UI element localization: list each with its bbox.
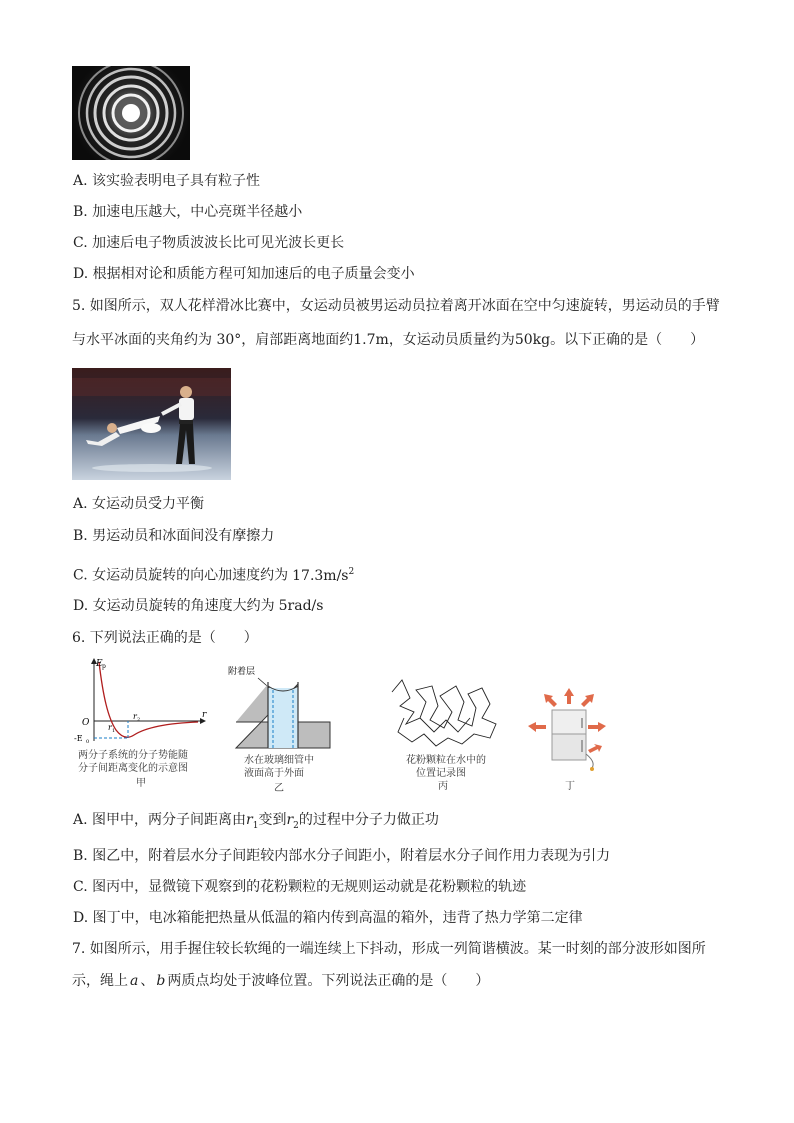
jia-caption-line2: 分子间距离变化的示意图 (78, 763, 188, 774)
capillary-tube-diagram (228, 662, 340, 754)
q6-option-a-r1-sub: 1 (252, 820, 259, 831)
q5-mass-value: 50kg (514, 332, 551, 348)
q6-stem: 6. 下列说法正确的是（ ） (72, 630, 258, 646)
q6-option-a-text: A. 图甲中，两分子间距离由 (73, 812, 247, 828)
q5-height-value: 1.7m (353, 332, 389, 348)
q5-option-c-exponent: 2 (348, 567, 355, 577)
q5-option-c-text: C. 女运动员旋转的向心加速度约为 (73, 567, 289, 584)
yi-caption-line1: 水在玻璃细管中 (244, 755, 314, 766)
figure-ding (522, 684, 612, 794)
q4-option-c: C. 加速后电子物质波波长比可见光波长更长 (73, 235, 345, 251)
figure-bing (386, 672, 506, 794)
bing-label: 丙 (438, 781, 448, 792)
jia-label: 甲 (136, 778, 146, 789)
figure-jia (72, 656, 212, 796)
q5-option-d (73, 596, 323, 616)
q5-question-text: 。以下正确的是（ ） (550, 332, 705, 348)
q6-option-a-r2: r (286, 812, 294, 828)
brownian-motion-track (386, 672, 506, 754)
q5-mass-text: ，女运动员质量约为 (388, 332, 515, 348)
jia-r2-label: r (133, 712, 137, 721)
ding-label: 丁 (565, 781, 575, 792)
bing-caption-line2: 位置记录图 (416, 768, 466, 779)
q6-option-b: B. 图乙中，附着层水分子间距较内部水分子间距小，附着层水分子间作用力表现为引力 (73, 848, 611, 864)
q5-option-c-value: 17.3m/s (292, 567, 349, 584)
jia-e0-sub: 0 (86, 739, 90, 745)
electron-diffraction-image (72, 66, 190, 160)
jia-axis-x-label: r (202, 710, 207, 720)
q5-option-b: B. 男运动员和冰面间没有摩擦力 (73, 528, 275, 544)
q6-option-a-r1: r (246, 812, 253, 828)
q7-stem-text-b: 两质点均处于波峰位置。下列说法正确的是（ ） (167, 973, 490, 989)
q7-stem-text-a: 示，绳上 (72, 973, 128, 989)
yi-layer-label: 附着层 (228, 667, 256, 677)
q6-option-c: C. 图丙中，显微镜下观察到的花粉颗粒的无规则运动就是花粉颗粒的轨迹 (73, 879, 527, 895)
q6-option-a-r2-sub: 2 (293, 820, 299, 831)
yi-label: 乙 (274, 783, 284, 794)
jia-caption-line1: 两分子系统的分子势能随 (78, 750, 188, 761)
q5-stem-line2 (72, 330, 704, 350)
q7-separator: 、 (140, 973, 155, 989)
jia-origin-label: O (82, 718, 90, 728)
q6-option-d: D. 图丁中，电冰箱能把热量从低温的箱内传到高温的箱外，违背了热力学第二定律 (73, 910, 583, 926)
q6-option-a-mid: 变到 (258, 812, 287, 828)
q4-option-d: D. 根据相对论和质能方程可知加速后的电子质量会变小 (73, 266, 415, 282)
q6-option-a (73, 810, 439, 836)
q5-option-d-value: 5rad/s (278, 598, 324, 614)
q5-option-d-text: D. 女运动员旋转的角速度大约为 (73, 598, 275, 614)
q5-option-c (73, 562, 354, 586)
bing-caption-line1: 花粉颗粒在水中的 (406, 755, 486, 766)
q7-point-b: b (156, 973, 166, 989)
q7-stem-line1: 7. 如图所示，用手握住较长软绳的一端连续上下抖动，形成一列简谐横波。某一时刻的部分波形如图所 (72, 941, 706, 957)
yi-caption-line2: 液面高于外面 (244, 768, 304, 779)
jia-r1-sub: 1 (112, 728, 116, 734)
q7-point-a: a (130, 973, 139, 989)
jia-axis-y-label: E (96, 659, 103, 669)
q5-angle-text: 与水平冰面的夹角约为 30°，肩部距离地面约 (72, 332, 354, 348)
q7-stem-line2 (72, 971, 489, 991)
jia-r1-label: r (108, 723, 112, 732)
figure-yi (228, 662, 340, 796)
jia-axis-y-sub: p (102, 663, 106, 670)
figure-skating-photo (72, 368, 231, 480)
refrigerator-diagram (522, 684, 612, 774)
q4-option-b: B. 加速电压越大，中心亮斑半径越小 (73, 204, 303, 220)
q5-option-a: A. 女运动员受力平衡 (73, 496, 205, 512)
jia-e0-label: -E (74, 734, 83, 743)
q4-option-a: A. 该实验表明电子具有粒子性 (73, 173, 261, 189)
q6-option-a-post: 的过程中分子力做正功 (298, 812, 439, 828)
potential-energy-graph (72, 656, 212, 746)
q5-stem-line1: 5. 如图所示，双人花样滑冰比赛中，女运动员被男运动员拉着离开冰面在空中匀速旋转，男运动员的手臂 (72, 298, 720, 314)
jia-r2-sub: 2 (137, 717, 141, 723)
